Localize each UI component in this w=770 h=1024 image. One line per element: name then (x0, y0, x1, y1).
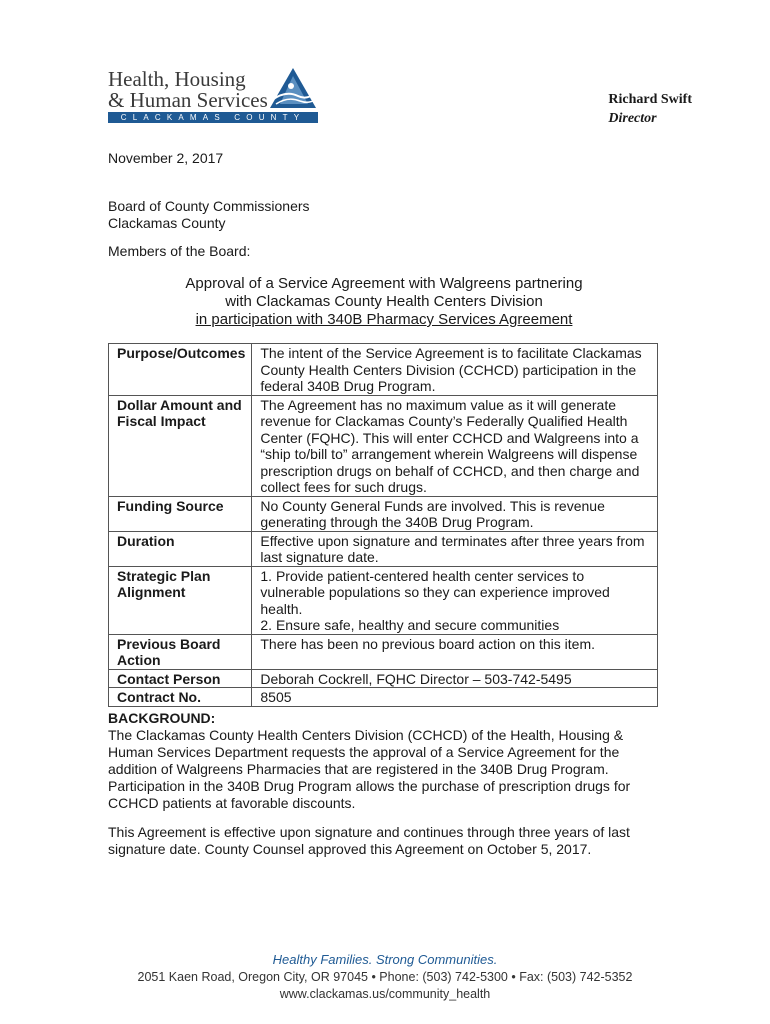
previous-label: Previous Board Action (109, 634, 252, 669)
dollar-value: The Agreement has no maximum value as it will generate revenue for Clackamas County’s Federally Qualified Health Center (FQHC). This will enter CCHCD and Walgreens into a “ship to/bill to” arrangement wherein Walgreens will dispense prescription drugs on behalf of CCHCD, and then charge and collect fees for such drugs. (252, 395, 658, 496)
table-row (109, 496, 658, 531)
addressee-line-2: Clackamas County (108, 215, 226, 231)
background-paragraph-2: This Agreement is effective upon signature and continues through three years of last signature date. County Counsel approved this Agreement on October 5, 2017. (108, 824, 630, 857)
agency-logo (108, 66, 320, 124)
signatory-block (608, 90, 692, 128)
duration-value: Effective upon signature and terminates after three years from last signature date. (252, 531, 658, 566)
subject-line-3: in participation with 340B Pharmacy Services Agreement (195, 311, 573, 328)
contract-label: Contract No. (109, 688, 252, 707)
funding-value: No County General Funds are involved. This is revenue generating through the 340B Drug Program. (252, 496, 658, 531)
duration-label: Duration (109, 531, 252, 566)
mountain-logo-icon (268, 66, 318, 110)
subject-line-2: with Clackamas County Health Centers Division (225, 293, 543, 310)
background-paragraph-1: The Clackamas County Health Centers Division (CCHCD) of the Health, Housing & Human Services Department requests the approval of a Service Agreement for the addition of Walgreens Pharmacies that are registered in the 340B Drug Program. Participation in the 340B Drug Program allows the purchase of prescription drugs for CCHCD patients at favorable discounts. (108, 727, 631, 811)
previous-value: There has been no previous board action on this item. (252, 634, 658, 669)
strategic-value (252, 566, 658, 634)
purpose-value: The intent of the Service Agreement is to facilitate Clackamas County Health Centers Division (CCHCD) participation in the federal 340B Drug Program. (252, 344, 658, 396)
letter-date: November 2, 2017 (108, 150, 224, 166)
footer-address: 2051 Kaen Road, Oregon City, OR 97045 • Phone: (503) 742-5300 • Fax: (503) 742-5352 (137, 970, 633, 984)
table-row (109, 634, 658, 669)
table-row (109, 344, 658, 396)
summary-table (108, 343, 658, 707)
contact-label: Contact Person (109, 669, 252, 688)
addressee-line-1: Board of County Commissioners (108, 198, 310, 214)
funding-label: Funding Source (109, 496, 252, 531)
table-row (109, 531, 658, 566)
table-row (109, 566, 658, 634)
contract-value: 8505 (252, 688, 658, 707)
strategic-item-1: 1. Provide patient-centered health center services to vulnerable populations so they can experience improved health. (260, 567, 610, 617)
logo-county-band: CLACKAMAS COUNTY (108, 112, 318, 123)
footer-website: www.clackamas.us/community_health (279, 987, 491, 1001)
dollar-label: Dollar Amount and Fiscal Impact (109, 395, 252, 496)
subject-line-1: Approval of a Service Agreement with Walgreens partnering (185, 275, 583, 292)
background-heading: BACKGROUND: (108, 710, 216, 726)
footer-slogan: Healthy Families. Strong Communities. (272, 952, 498, 967)
logo-line-1: Health, Housing (108, 67, 246, 91)
subject-heading (108, 275, 660, 329)
signatory-title: Director (608, 111, 657, 126)
table-row (109, 669, 658, 688)
table-row (109, 688, 658, 707)
strategic-item-2: 2. Ensure safe, healthy and secure communities (260, 617, 560, 633)
contact-value: Deborah Cockrell, FQHC Director – 503-742-5495 (252, 669, 658, 688)
table-row (109, 395, 658, 496)
signatory-name: Richard Swift (608, 92, 692, 107)
salutation: Members of the Board: (108, 243, 251, 259)
logo-line-2: & Human Services (108, 88, 268, 112)
strategic-label: Strategic Plan Alignment (109, 566, 252, 634)
purpose-label: Purpose/Outcomes (109, 344, 252, 396)
